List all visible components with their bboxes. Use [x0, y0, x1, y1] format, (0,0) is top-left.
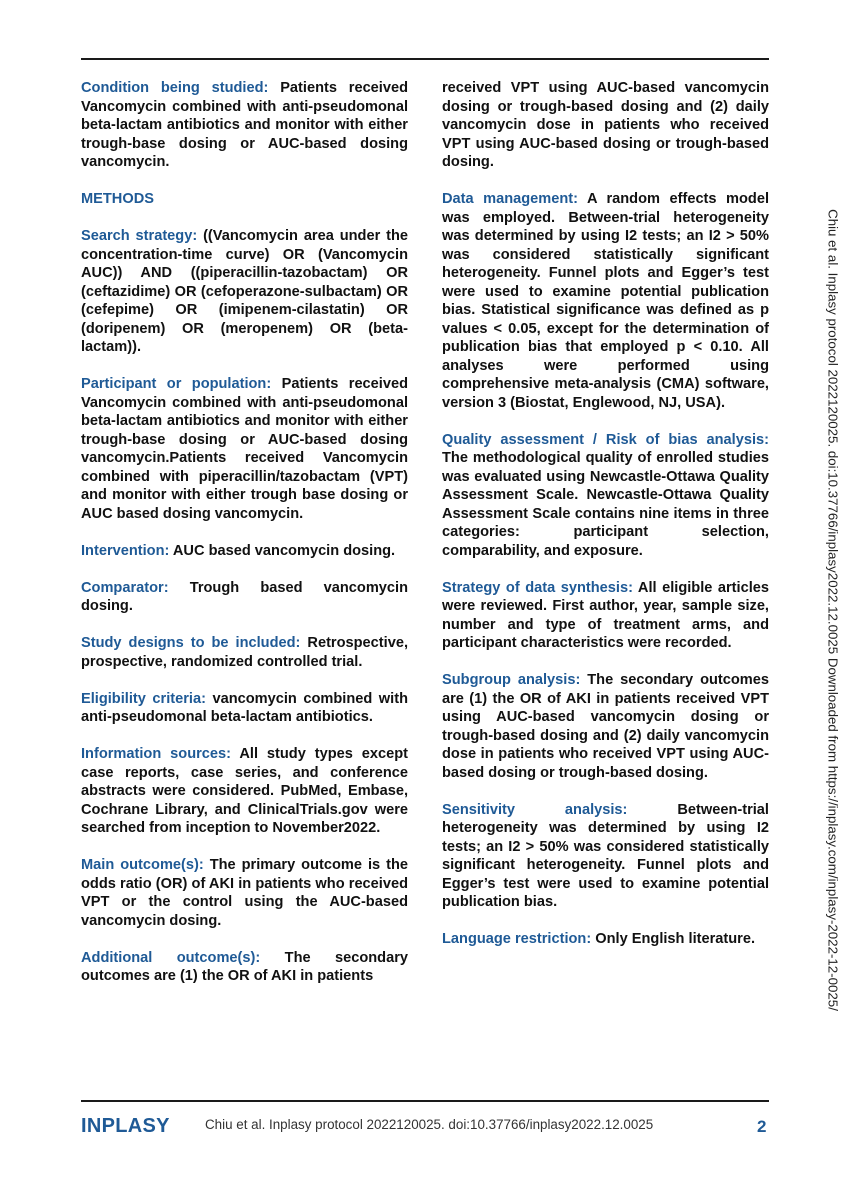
section-eligibility [81, 690, 408, 727]
footer-citation: Chiu et al. Inplasy protocol 2022120025. doi:10.37766/inplasy2022.12.0025 [205, 1117, 654, 1132]
section-label: Search strategy: [81, 228, 198, 244]
section-text: The secondary outcomes are (1) the OR of AKI in patients [81, 949, 408, 984]
section-subgroup-analysis [442, 671, 769, 782]
section-text: All study types except case reports, case series, and conference abstracts were considered. PubMed, Embase, Cochrane Library, and ClinicalTrials.gov were searched from inception to November2022. [81, 746, 408, 836]
section-text: ((Vancomycin area under the concentration-time curve) OR (Vancomycin AUC)) AND ((piperacillin-tazobactam) OR (ceftazidime) OR (cefoperazone-sulbactam) OR (cefepime) OR (imipenem-cilastatin) OR (doripenem) OR (meropenem) OR (beta-lactam)). [81, 228, 408, 355]
section-label: Data management: [442, 191, 579, 207]
section-text: All eligible articles were reviewed. First author, year, sample size, number and type of treatment arms, and participant characteristics were recorded. [442, 579, 770, 651]
section-label: Main outcome(s): [81, 857, 204, 873]
section-label: Language restriction: [442, 931, 592, 947]
section-participants [81, 375, 408, 523]
section-additional-outcomes [81, 949, 408, 986]
bottom-rule [81, 1100, 769, 1102]
methods-heading: METHODS [81, 191, 154, 207]
section-sensitivity-analysis [442, 801, 769, 912]
section-label: Information sources: [81, 746, 231, 762]
section-label: Eligibility criteria: [81, 690, 206, 707]
section-label: Comparator: [81, 579, 169, 596]
footer-brand-logo: INPLASY [81, 1115, 170, 1137]
section-condition [81, 79, 408, 172]
section-data-management [442, 190, 769, 412]
section-label: Intervention: [81, 542, 170, 559]
right-column [442, 79, 769, 967]
section-text: AUC based vancomycin dosing. [172, 542, 396, 559]
section-text: The primary outcome is the odds ratio (OR) of AKI in patients who received VPT or the control using the AUC-based vancomycin dosing. [81, 857, 408, 929]
section-text: vancomycin combined with anti-pseudomonal beta-lactam antibiotics. [81, 690, 408, 725]
section-search-strategy [81, 227, 408, 357]
section-comparator [81, 579, 408, 616]
section-text: Between-trial heterogeneity was determined by using I2 tests; an I2 > 50% was considered statistically significant heterogeneity. Funnel plots and Egger’s test were used to examine potential publication bias. [442, 801, 769, 910]
section-main-outcomes [81, 856, 408, 930]
section-label: Participant or population: [81, 376, 272, 392]
section-data-synthesis [442, 579, 769, 653]
section-label: Quality assessment / Risk of bias analysis: [442, 431, 769, 448]
section-text: Trough based vancomycin dosing. [81, 579, 409, 614]
section-information-sources [81, 745, 408, 838]
section-text: A random effects model was employed. Between-trial heterogeneity was determined by using I2 tests; an I2 > 50% was considered statistically significant heterogeneity. Funnel plots and Egger’s test were used to examine potential publication bias. Statistical significance was defined as p values < 0.05, except for the determination of publication bias that employed p < 0.10. All analyses were performed using comprehensive meta-analysis (CMA) software, version 3 (Biostat, Englewood, NJ, USA). [442, 191, 770, 411]
section-text: Retrospective, prospective, randomized controlled trial. [81, 635, 408, 670]
section-intervention [81, 542, 408, 561]
section-text: The methodological quality of enrolled studies was evaluated using Newcastle-Ottawa Quality Assessment Scale. Newcastle-Ottawa Quality Assessment Scale contains nine items in three categories: participant selection, comparability, and exposure. [442, 450, 769, 559]
top-rule [81, 58, 769, 60]
section-text: Only English literature. [595, 931, 756, 947]
section-label: Condition being studied: [81, 80, 269, 96]
side-citation: Chiu et al. Inplasy protocol 2022120025. doi:10.37766/inplasy2022.12.0025 Downloaded from https://inplasy.com/inplasy-2022-12-0025/ [825, 209, 841, 1011]
section-label: Sensitivity analysis: [442, 801, 628, 818]
section-additional-outcomes-continued [442, 79, 769, 172]
section-label: Additional outcome(s): [81, 949, 261, 966]
left-column [81, 79, 408, 1004]
section-text: The secondary outcomes are (1) the OR of AKI in patients received VPT using AUC-based vancomycin dosing or trough-based dosing and (2) daily vancomycin dose in patients who received VPT using AUC-based dosing or trough-based dosing. [442, 672, 769, 781]
section-label: Strategy of data synthesis: [442, 579, 633, 596]
section-text: received VPT using AUC-based vancomycin dosing or trough-based dosing and (2) daily vancomycin dose in patients who received VPT using AUC-based dosing or trough-based dosing. [442, 80, 769, 170]
section-study-designs [81, 634, 408, 671]
section-text: Patients received Vancomycin combined with anti-pseudomonal beta-lactam antibiotics and monitor with either trough-base dosing or AUC-based dosing vancomycin.Patients received Vancomycin combined with piperacillin/tazobactam (VPT) and monitor with either trough base dosing or AUC based dosing vancomycin. [81, 376, 408, 522]
section-text: Patients received Vancomycin combined with anti-pseudomonal beta-lactam antibiotics and monitor with either trough-base dosing or AUC-based dosing vancomycin. [81, 80, 408, 170]
section-label: Study designs to be included: [81, 635, 301, 651]
page-number: 2 [757, 1117, 767, 1136]
section-language-restriction [442, 930, 769, 949]
section-quality-assessment [442, 431, 769, 561]
section-label: Subgroup analysis: [442, 672, 581, 688]
